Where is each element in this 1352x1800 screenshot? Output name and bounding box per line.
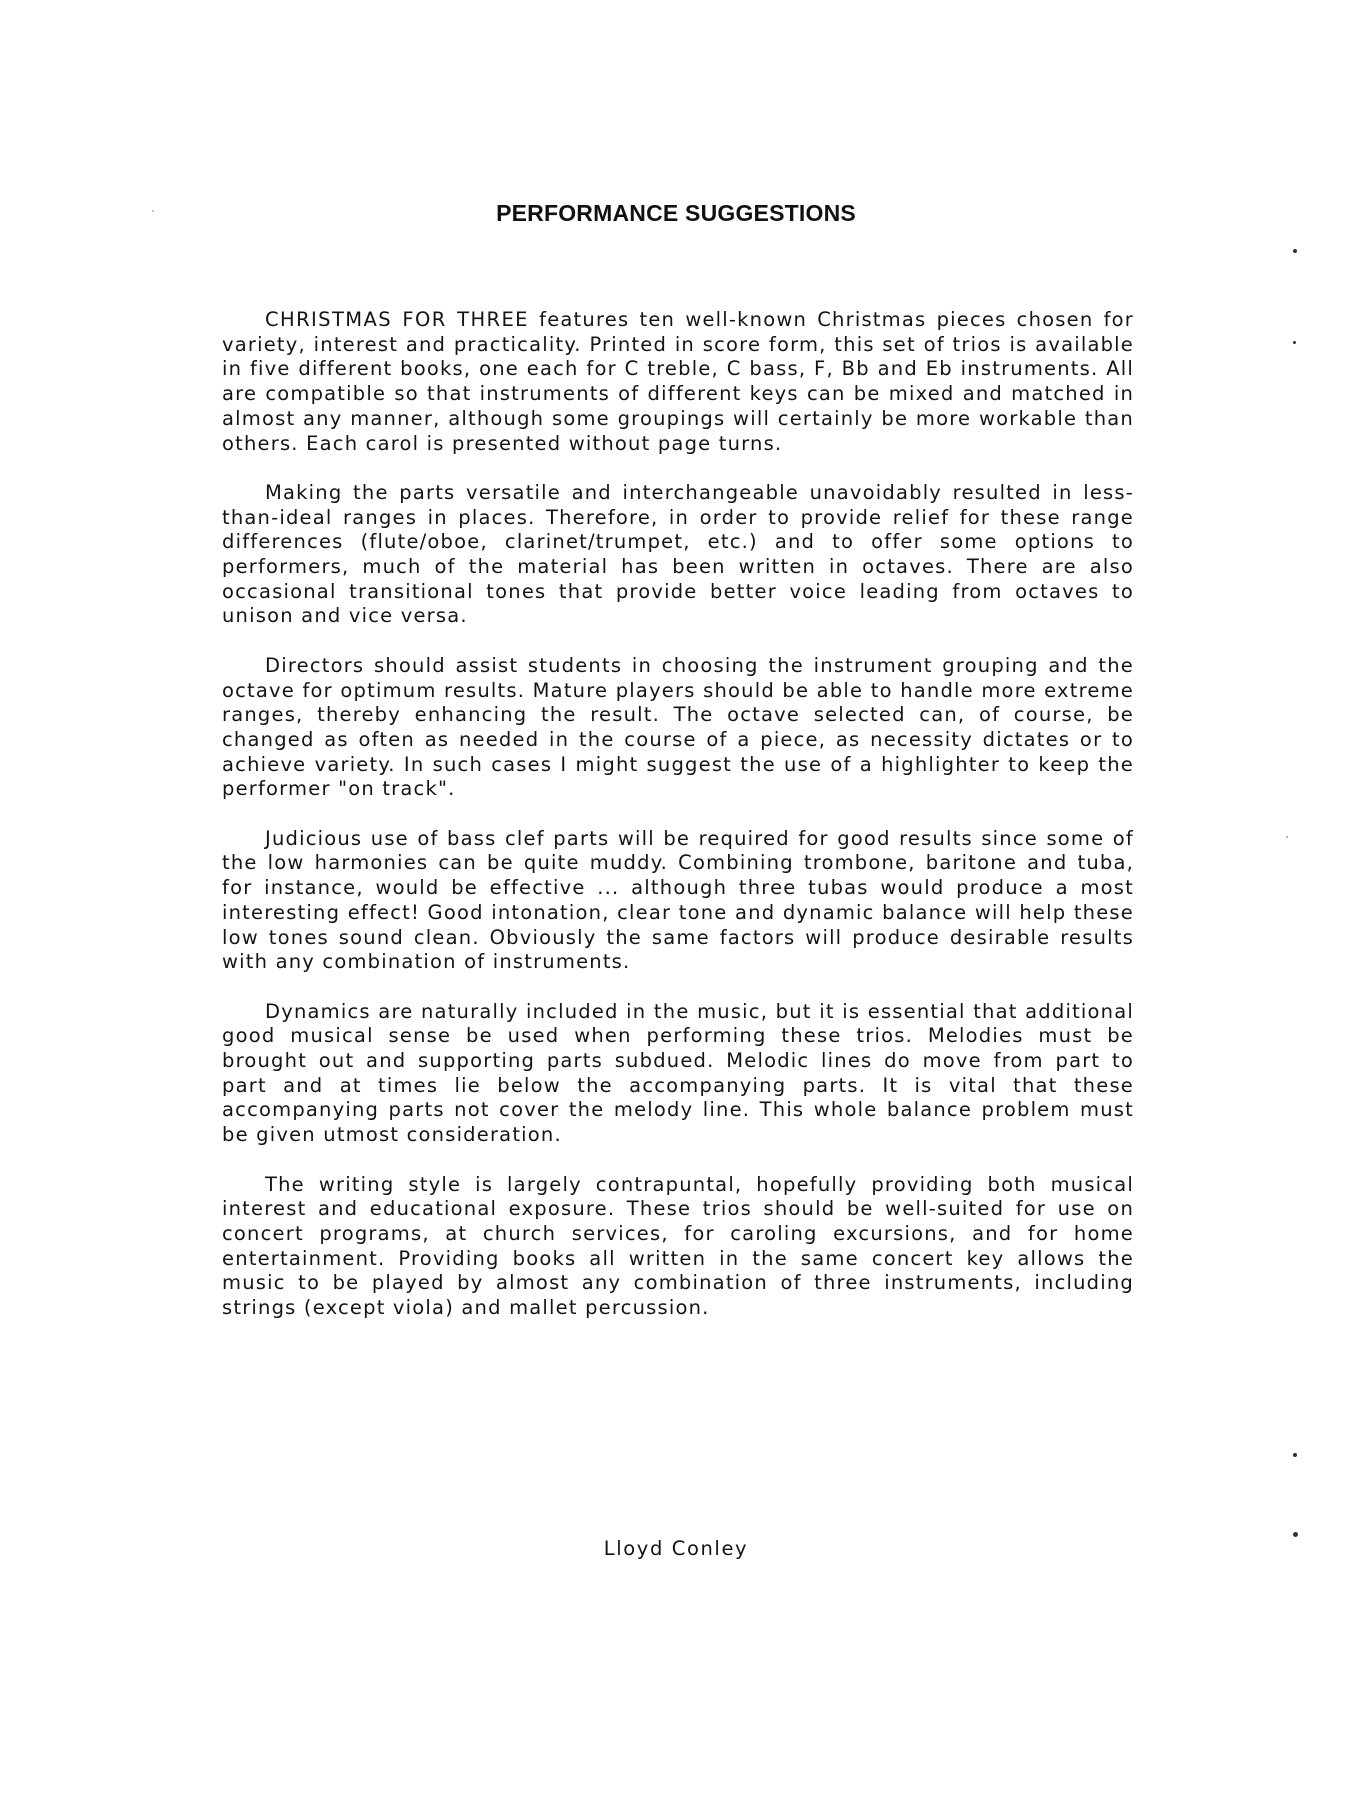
- paragraph-text: features ten well-known Christmas pieces chosen for variety, interest and practicality. Printed in score form, this set of trios is available in five different books, one each for C treble, C bass, F, Bb and Eb instruments. All are compatible so that instruments of different keys can be mixed and matched in almost any manner, although some groupings will certainly be more workable than others. Each carol is presented without page turns.: [222, 308, 1134, 455]
- book-title-lead: CHRISTMAS FOR THREE: [265, 308, 529, 331]
- paragraph-directors: Directors should assist students in choosing the instrument grouping and the octave for optimum results. Mature players should be able to handle more extreme ranges, thereby enhancing the result. The octave selected can, of course, be changed as often as needed in the course of a piece, as necessity dictates or to achieve variety. In such cases I might suggest the use of a highlighter to keep the performer "on track".: [222, 653, 1134, 801]
- paragraph-dynamics: Dynamics are naturally included in the music, but it is essential that additional good musical sense be used when performing these trios. Melodies must be brought out and supporting parts subdued. Melodic lines do move from part to part and at times lie below the accompanying parts. It is vital that these accompanying parts not cover the melody line. This whole balance problem must be given utmost consideration.: [222, 999, 1134, 1147]
- scan-speck: [1286, 836, 1288, 838]
- scan-speck: [1293, 341, 1296, 344]
- page-title: PERFORMANCE SUGGESTIONS: [496, 200, 856, 226]
- document-body: [222, 308, 1134, 1345]
- scan-speck: [1293, 1532, 1298, 1537]
- paragraph-intro: [222, 308, 1134, 456]
- scan-speck: [152, 210, 154, 212]
- scan-speck: [1293, 249, 1297, 253]
- scan-speck: [1293, 1453, 1297, 1457]
- author-signature: Lloyd Conley: [603, 1537, 749, 1560]
- paragraph-writing-style: The writing style is largely contrapuntal, hopefully providing both musical interest and educational exposure. These trios should be well-suited for use on concert programs, at church services, for caroling excursions, and for home entertainment. Providing books all written in the same concert key allows the music to be played by almost any combination of three instruments, including strings (except viola) and mallet percussion.: [222, 1172, 1134, 1320]
- paragraph-octaves: Making the parts versatile and interchangeable unavoidably resulted in less-than-ideal ranges in places. Therefore, in order to provide relief for these range differences (flute/oboe, clarinet/trumpet, etc.) and to offer some options to performers, much of the material has been written in octaves. There are also occasional transitional tones that provide better voice leading from octaves to unison and vice versa.: [222, 480, 1134, 628]
- paragraph-bass-clef: Judicious use of bass clef parts will be required for good results since some of the low harmonies can be quite muddy. Combining trombone, baritone and tuba, for instance, would be effective ... although three tubas would produce a most interesting effect! Good intonation, clear tone and dynamic balance will help these low tones sound clean. Obviously the same factors will produce desirable results with any combination of instruments.: [222, 826, 1134, 974]
